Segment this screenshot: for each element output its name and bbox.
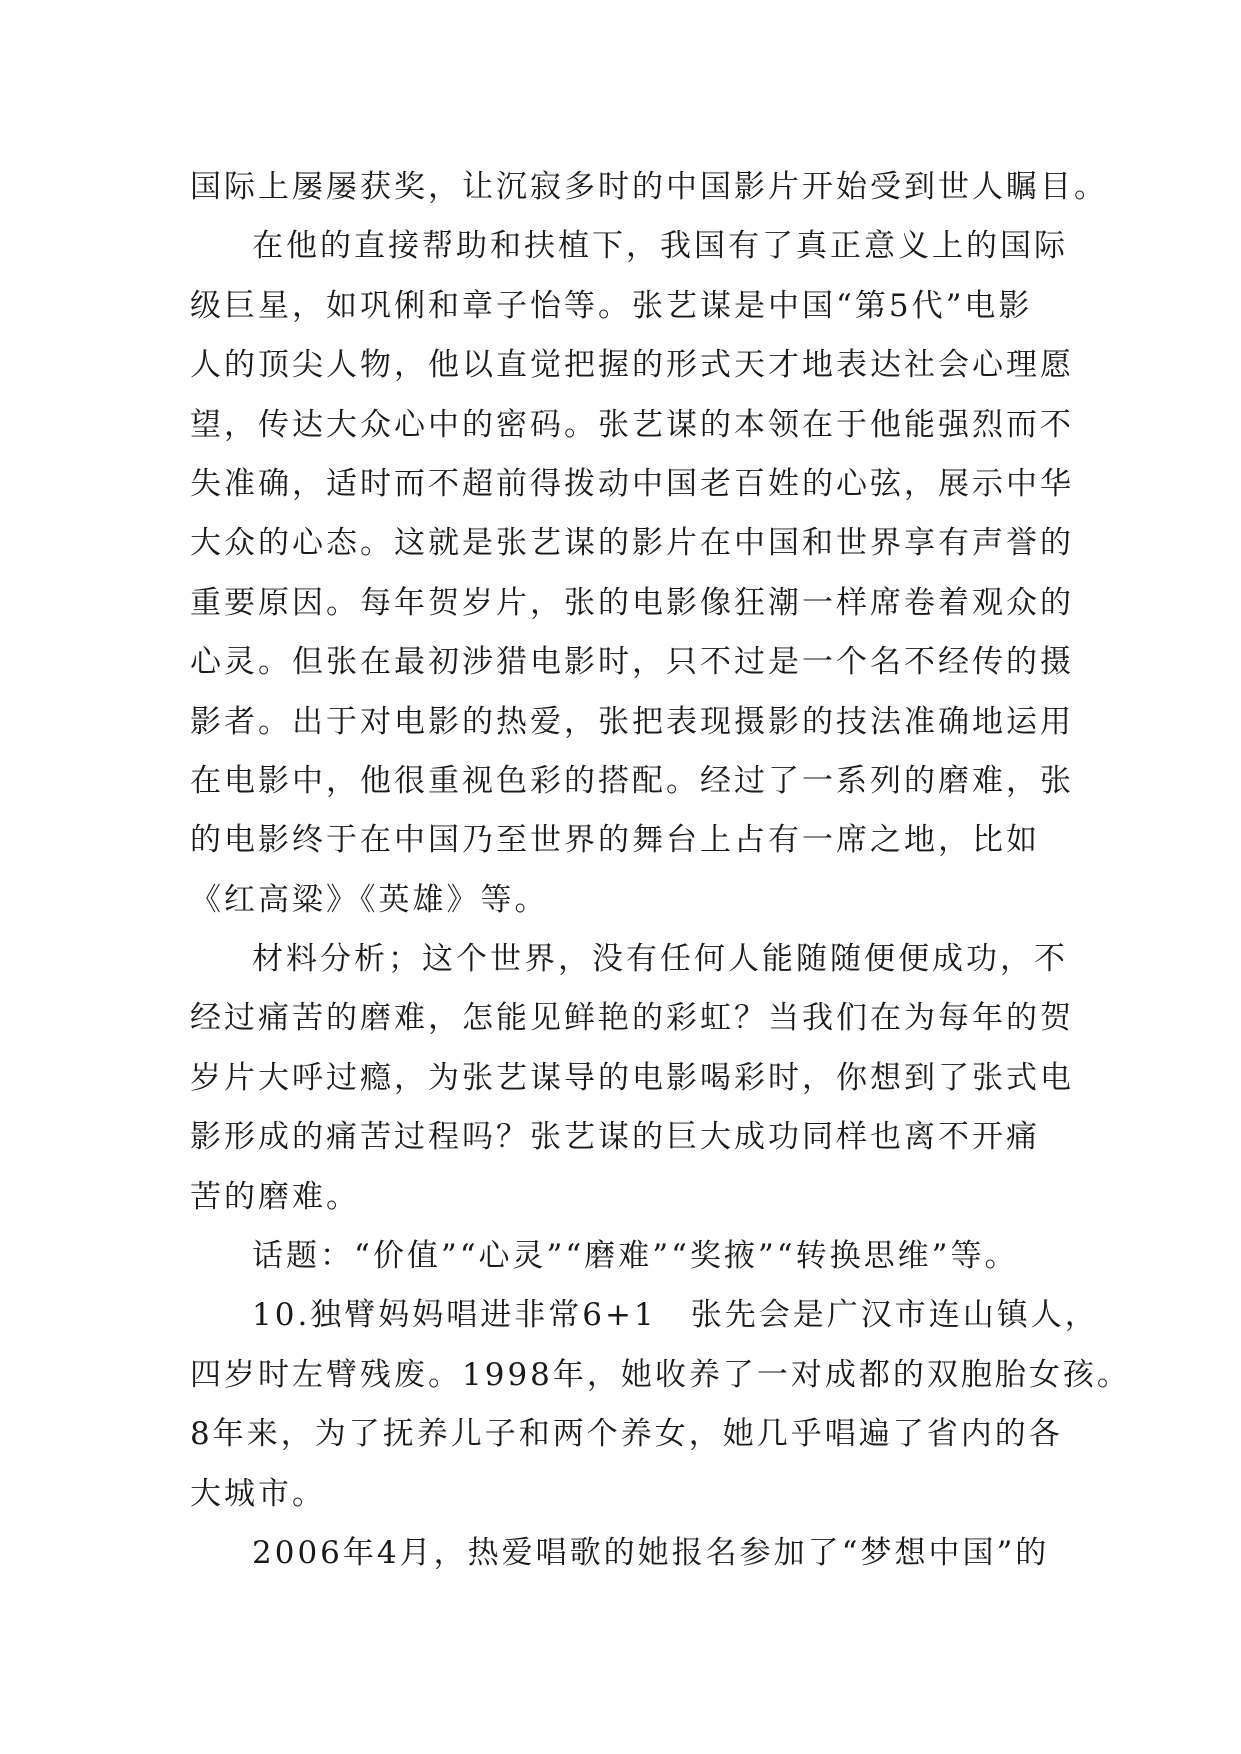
- paragraph-start-line: 材料分析；这个世界，没有任何人能随随便便成功，不: [252, 941, 1068, 978]
- text-line: 经过痛苦的磨难，怎能见鲜艳的彩虹？当我们在为每年的贺: [190, 1000, 1074, 1037]
- text-line: 四岁时左臂残废。1998年，她收养了一对成都的双胞胎女孩。: [190, 1356, 1131, 1393]
- text-line: 失准确，适时而不超前得拨动中国老百姓的心弦，展示中华: [190, 465, 1074, 502]
- text-line: 望，传达大众心中的密码。张艺谋的本领在于他能强烈而不: [190, 406, 1074, 443]
- text-line: 重要原因。每年贺岁片，张的电影像狂潮一样席卷着观众的: [190, 584, 1074, 621]
- text-line: 级巨星，如巩俐和章子怡等。张艺谋是中国“第5代”电影: [190, 287, 1033, 324]
- paragraph-start-line: 10.独臂妈妈唱进非常6+1 张先会是广汉市连山镇人，: [252, 1297, 1099, 1334]
- text-line: 8年来，为了抚养儿子和两个养女，她几乎唱遍了省内的各: [190, 1416, 1063, 1453]
- text-line: 影形成的痛苦过程吗？张艺谋的巨大成功同样也离不开痛: [190, 1119, 1040, 1156]
- text-line: 岁片大呼过瘾，为张艺谋导的电影喝彩时，你想到了张式电: [190, 1059, 1074, 1096]
- paragraph-start-line: 话题：“价值”“心灵”“磨难”“奖掖”“转换思维”等。: [252, 1238, 1019, 1275]
- text-line: 大众的心态。这就是张艺谋的影片在中国和世界享有声誉的: [190, 525, 1074, 562]
- text-line: 国际上屡屡获奖，让沉寂多时的中国影片开始受到世人瞩目。: [190, 169, 1108, 205]
- document-body: [190, 158, 1131, 1583]
- paragraph-start-line: 2006年4月，热爱唱歌的她报名参加了“梦想中国”的: [252, 1534, 1050, 1571]
- text-line: 在电影中，他很重视色彩的搭配。经过了一系列的磨难，张: [190, 762, 1074, 799]
- text-line: 的电影终于在中国乃至世界的舞台上占有一席之地，比如: [190, 822, 1040, 859]
- text-line: 影者。出于对电影的热爱，张把表现摄影的技法准确地运用: [190, 703, 1074, 740]
- paragraph-start-line: 在他的直接帮助和扶植下，我国有了真正意义上的国际: [252, 228, 1068, 265]
- text-line: 苦的磨难。: [190, 1178, 360, 1215]
- text-line: 大城市。: [190, 1475, 326, 1512]
- text-line: 《红高粱》《英雄》等。: [190, 881, 549, 918]
- text-line: 人的顶尖人物，他以直觉把握的形式天才地表达社会心理愿: [190, 347, 1074, 384]
- text-line: 心灵。但张在最初涉猎电影时，只不过是一个名不经传的摄: [190, 644, 1074, 681]
